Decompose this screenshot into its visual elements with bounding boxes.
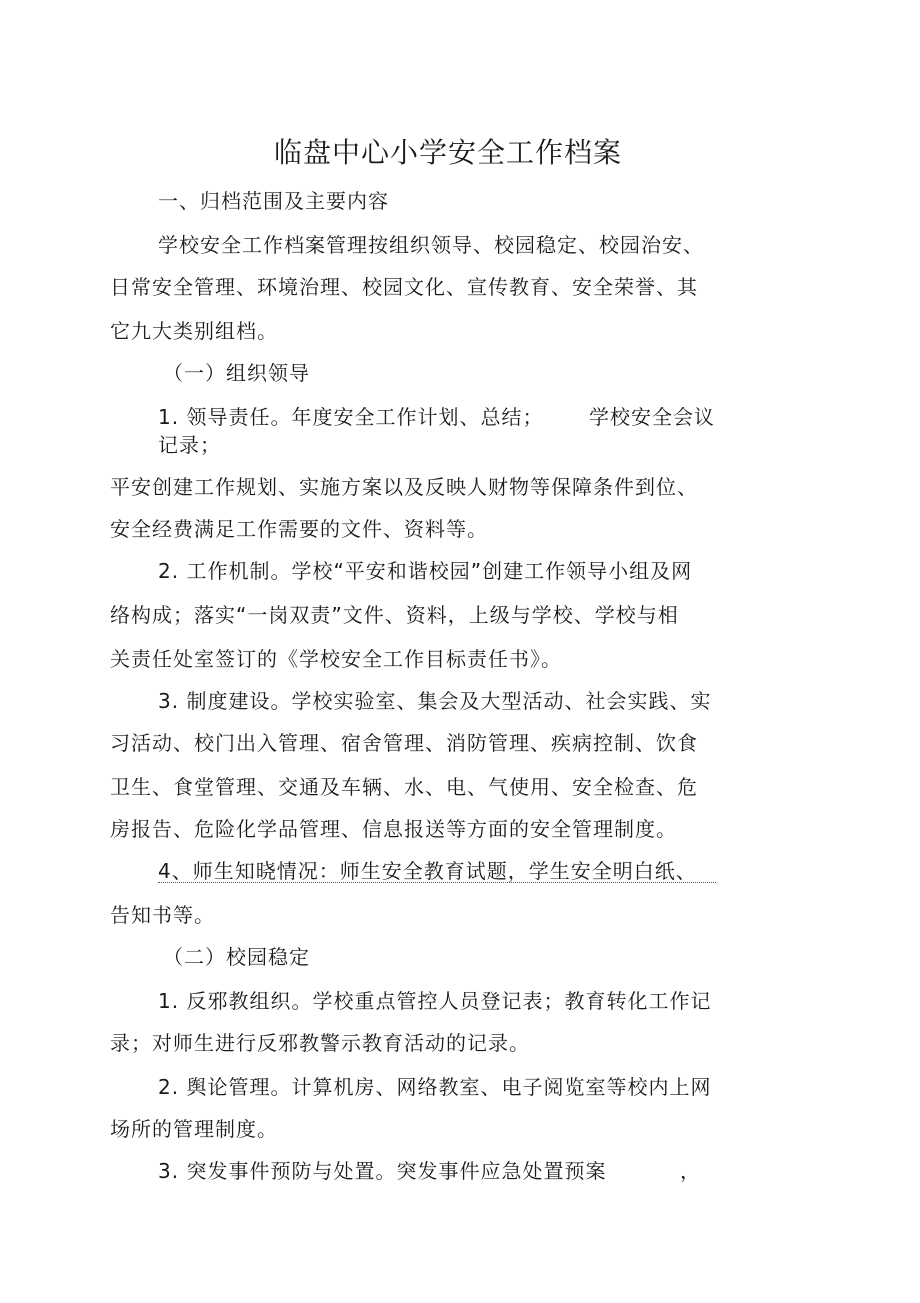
paragraph-line: 安全经费满足工作需要的文件、资料等。 xyxy=(110,517,488,541)
paragraph-line: 日常安全管理、环境治理、校园文化、宣传教育、安全荣誉、其 xyxy=(110,275,698,299)
paragraph-line: 习活动、校门出入管理、宿舍管理、消防管理、疾病控制、饮食 xyxy=(110,731,698,755)
paragraph-line: 房报告、危险化学品管理、信息报送等方面的安全管理制度。 xyxy=(110,817,677,841)
paragraph-line: 1. 领导责任。年度安全工作计划、总结； xyxy=(158,405,544,429)
paragraph-line: 3. 制度建设。学校实验室、集会及大型活动、社会实践、实 xyxy=(158,689,712,713)
section-heading: 一、归档范围及主要内容 xyxy=(158,189,389,213)
subsection-heading: （一）组织领导 xyxy=(163,361,310,385)
paragraph-line: 告知书等。 xyxy=(110,903,215,927)
paragraph-line: 1. 反邪教组织。学校重点管控人员登记表；教育转化工作记 xyxy=(158,989,712,1013)
paragraph-line: 它九大类别组档。 xyxy=(110,319,278,343)
paragraph-line: 录；对师生进行反邪教警示教育活动的记录。 xyxy=(110,1031,530,1055)
paragraph-line: 平安创建工作规划、实施方案以及反映人财物等保障条件到位、 xyxy=(110,475,698,499)
document-title: 临盘中心小学安全工作档案 xyxy=(274,136,623,169)
paragraph-line: 4、师生知晓情况：师生安全教育试题，学生安全明白纸、 xyxy=(158,859,697,883)
paragraph-line: 学校安全工作档案管理按组织领导、校园稳定、校园治安、 xyxy=(158,233,704,257)
paragraph-line: 学校安全会议 xyxy=(589,405,715,429)
paragraph-line: 络构成；落实“一岗双责”文件、资料，上级与学校、学校与相 xyxy=(110,603,679,627)
paragraph-line: 记录； xyxy=(158,433,221,457)
subsection-heading: （二）校园稳定 xyxy=(163,945,310,969)
paragraph-line: 3. 突发事件预防与处置。突发事件应急处置预案 xyxy=(158,1159,607,1183)
paragraph-line: 场所的管理制度。 xyxy=(110,1117,278,1141)
paragraph-line: 卫生、食堂管理、交通及车辆、水、电、气使用、安全检查、危 xyxy=(110,775,698,799)
paragraph-line: 2. 工作机制。学校“平安和谐校园”创建工作领导小组及网 xyxy=(158,559,693,583)
paragraph-line: 2. 舆论管理。计算机房、网络教室、电子阅览室等校内上网 xyxy=(158,1075,712,1099)
paragraph-line: ， xyxy=(680,1159,701,1183)
dotted-divider xyxy=(158,882,716,883)
paragraph-line: 关责任处室签订的《学校安全工作目标责任书》。 xyxy=(110,647,562,671)
